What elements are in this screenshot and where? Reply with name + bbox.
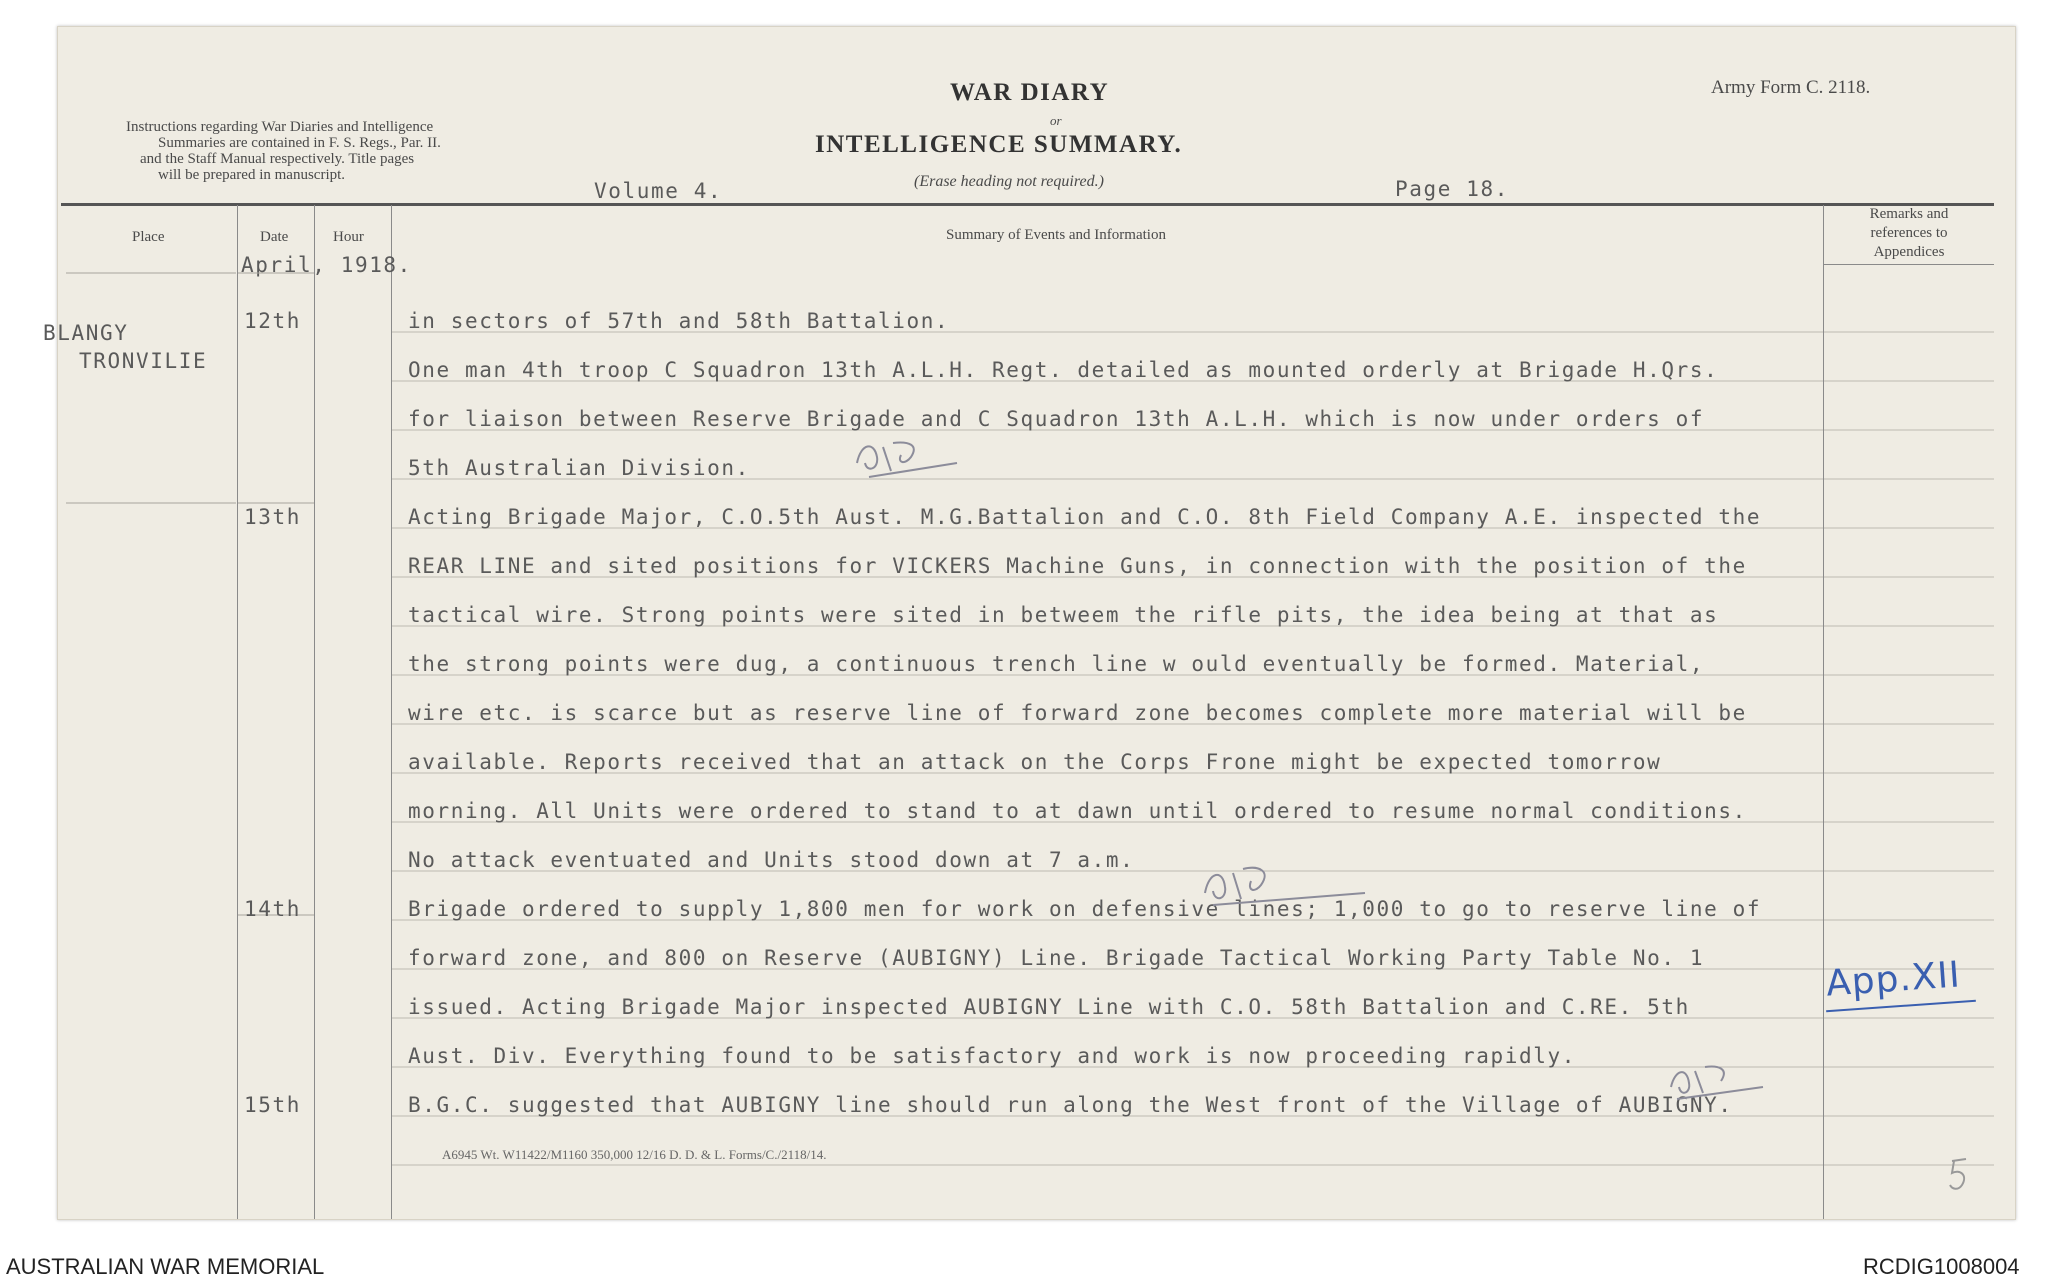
diary-page: [43, 26, 2016, 1220]
page-title: WAR DIARY: [950, 79, 1110, 106]
diary-line: REAR LINE and sited positions for VICKERS Machine Guns, in connection with the position of the: [408, 554, 1747, 578]
diary-line: for liaison between Reserve Brigade and C Squadron 13th A.L.H. which is now under orders of: [408, 407, 1705, 431]
diary-line: Aust. Div. Everything found to be satisfactory and work is now proceeding rapidly.: [408, 1044, 1576, 1068]
instructions-line: and the Staff Manual respectively. Title pages: [140, 151, 415, 167]
column-header-hour: Hour: [333, 229, 364, 245]
date-label: 14th: [244, 897, 301, 921]
diary-line: morning. All Units were ordered to stand to at dawn until ordered to resume normal conditions.: [408, 799, 1747, 823]
title-or: or: [1050, 113, 1062, 128]
place-name: TRONVILIE: [79, 349, 208, 373]
diary-line: One man 4th troop C Squadron 13th A.L.H. Regt. detailed as mounted orderly at Brigade H.Qrs.: [408, 358, 1719, 382]
diary-line: Brigade ordered to supply 1,800 men for work on defensive lines; 1,000 to go to reserve line of: [408, 897, 1762, 921]
column-header-summary: Summary of Events and Information: [946, 227, 1166, 243]
appendix-reference: App.XII: [1824, 954, 1962, 1005]
initials-mark: [1663, 1057, 1773, 1107]
instructions-line: will be prepared in manuscript.: [158, 167, 346, 183]
diary-line: Acting Brigade Major, C.O.5th Aust. M.G.Battalion and C.O. 8th Field Company A.E. inspected the: [408, 505, 1762, 529]
form-number: Army Form C. 2118.: [1711, 77, 1871, 98]
page-subtitle: INTELLIGENCE SUMMARY.: [815, 131, 1183, 158]
diary-line: tactical wire. Strong points were sited in betweem the rifle pits, the idea being at that as: [408, 603, 1719, 627]
erase-note: (Erase heading not required.): [914, 173, 1104, 190]
archive-name: AUSTRALIAN WAR MEMORIAL: [6, 1254, 325, 1279]
initials-mark: [1195, 859, 1375, 915]
column-header-date: Date: [260, 229, 289, 245]
diary-line: forward zone, and 800 on Reserve (AUBIGNY) Line. Brigade Tactical Working Party Table No. 1: [408, 946, 1705, 970]
diary-line: No attack eventuated and Units stood down at 7 a.m.: [408, 848, 1135, 872]
diary-line: B.G.C. suggested that AUBIGNY line should run along the West front of the Village of AUBIGNY.: [408, 1093, 1733, 1117]
remarks-header-line: Remarks and: [1869, 206, 1949, 222]
remarks-header-line: references to: [1870, 225, 1948, 241]
date-label: 12th: [244, 309, 301, 333]
month-year: April, 1918.: [241, 253, 412, 277]
column-header-place: Place: [132, 229, 165, 245]
diary-line: available. Reports received that an attack on the Corps Frone might be expected tomorrow: [408, 750, 1662, 774]
place-name: BLANGY: [43, 321, 129, 345]
form-printer-code: A6945 Wt. W11422/M1160 350,000 12/16 D. D. & L. Forms/C./2118/14.: [442, 1147, 827, 1162]
page-number: Page 18.: [1395, 177, 1509, 201]
initials-mark: [849, 433, 969, 483]
volume-label: Volume 4.: [594, 179, 723, 203]
diary-line: 5th Australian Division.: [408, 456, 750, 480]
date-label: 13th: [244, 505, 301, 529]
remarks-header-line: Appendices: [1873, 244, 1945, 260]
date-label: 15th: [244, 1093, 301, 1117]
diary-line: the strong points were dug, a continuous trench line w ould eventually be formed. Material,: [408, 652, 1705, 676]
diary-line: wire etc. is scarce but as reserve line of forward zone becomes complete more material will be: [408, 701, 1747, 725]
instructions-line: Instructions regarding War Diaries and Intelligence: [126, 119, 434, 135]
pencil-mark: [1946, 1155, 1976, 1195]
archive-id: RCDIG1008004: [1863, 1254, 2020, 1279]
instructions-line: Summaries are contained in F. S. Regs., Par. II.: [158, 135, 441, 151]
diary-line: in sectors of 57th and 58th Battalion.: [408, 309, 950, 333]
diary-line: issued. Acting Brigade Major inspected AUBIGNY Line with C.O. 58th Battalion and C.RE. 5th: [408, 995, 1690, 1019]
